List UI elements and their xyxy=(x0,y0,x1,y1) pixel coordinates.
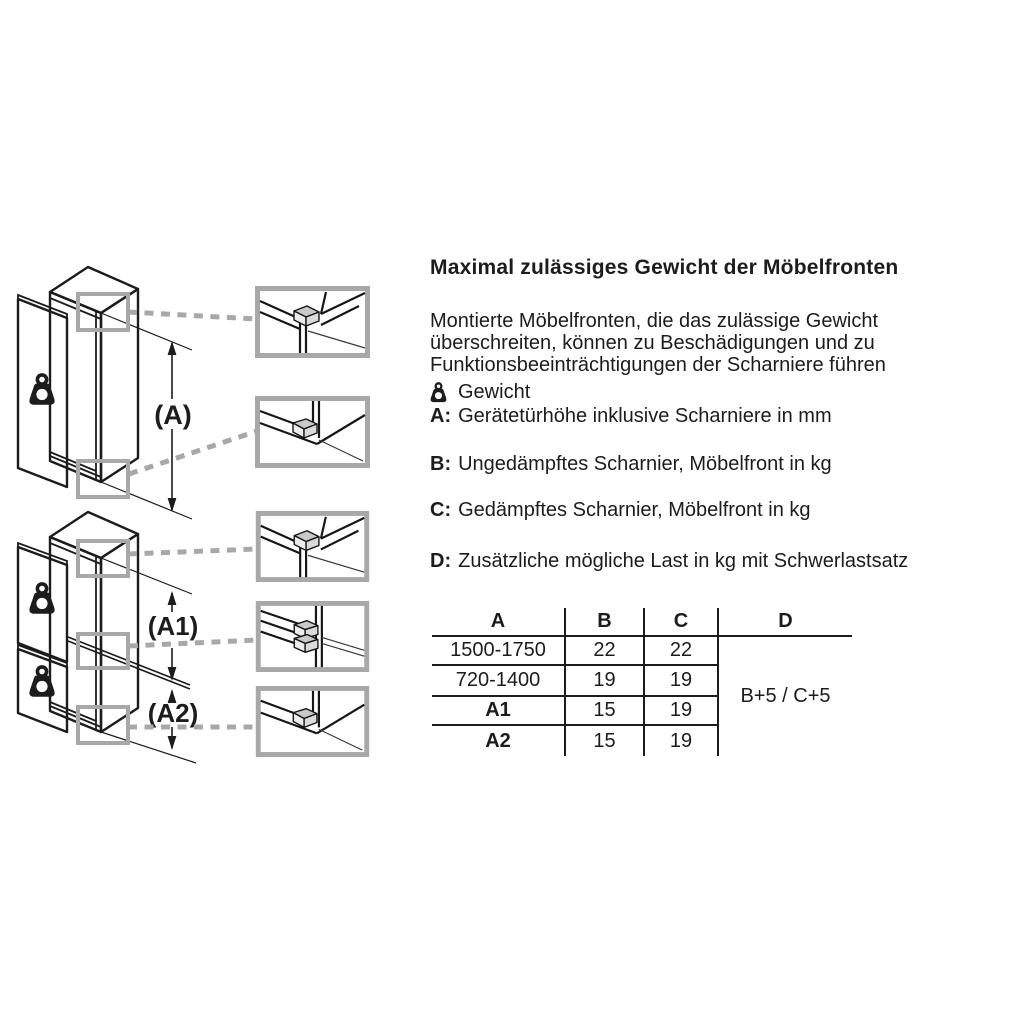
dim-label-a1: (A1) xyxy=(147,611,199,641)
legend-item-c: C: Gedämpftes Scharnier, Möbelfront in kg xyxy=(430,499,811,521)
dim-label-a2: (A2) xyxy=(147,698,199,728)
legend-item-b: B: Ungedämpftes Scharnier, Möbelfront in kg xyxy=(430,453,832,475)
table-cell: 19 xyxy=(645,726,719,756)
callout-connectors xyxy=(128,312,257,474)
table-cell: 22 xyxy=(645,637,719,666)
table-header-b: B xyxy=(566,608,645,637)
table-header-c: C xyxy=(645,608,719,637)
table-cell: 720-1400 xyxy=(432,666,566,697)
table-cell: A1 xyxy=(432,697,566,726)
weight-table xyxy=(432,608,852,756)
fridge-single-figure xyxy=(18,267,257,519)
table-cell-d: B+5 / C+5 xyxy=(740,685,831,707)
dim-label-a: (A) xyxy=(154,400,192,430)
top-hinge-detail-icon xyxy=(255,511,370,582)
table-cell: 15 xyxy=(566,697,645,726)
arrow-down-icon xyxy=(168,736,177,750)
legend-weight-label: Gewicht xyxy=(458,381,531,403)
arrow-up-icon xyxy=(168,591,177,605)
table-cell: 19 xyxy=(566,666,645,697)
table-cell: 1500-1750 xyxy=(432,637,566,666)
double-hinge-detail-icon xyxy=(255,601,370,672)
fridge-freezer-figure xyxy=(18,512,257,763)
bottom-hinge-detail-icon xyxy=(255,396,370,468)
weight-icon xyxy=(430,382,447,403)
table-cell: 15 xyxy=(566,726,645,756)
table-cell: 22 xyxy=(566,637,645,666)
table-header-d: D xyxy=(719,608,852,637)
table-cell: 19 xyxy=(645,666,719,697)
legend-item-a: A: Gerätetürhöhe inklusive Scharniere in mm xyxy=(430,405,832,427)
table-cell: A2 xyxy=(432,726,566,756)
page-title: Maximal zulässiges Gewicht der Möbelfronten xyxy=(430,256,899,279)
table-header-a: A xyxy=(432,608,566,637)
top-hinge-detail-icon xyxy=(255,286,370,358)
table-cell: 19 xyxy=(645,697,719,726)
bottom-hinge-detail-icon xyxy=(255,686,370,757)
intro-paragraph: Montierte Möbelfronten, die das zulässige Gewicht überschreiten, können zu Beschädigungen und zu Funktionsbeeinträchtigungen der Scharniere führen xyxy=(430,310,886,376)
legend-item-d: D: Zusätzliche mögliche Last in kg mit Schwerlastsatz xyxy=(430,550,909,572)
legend-weight xyxy=(430,381,530,404)
